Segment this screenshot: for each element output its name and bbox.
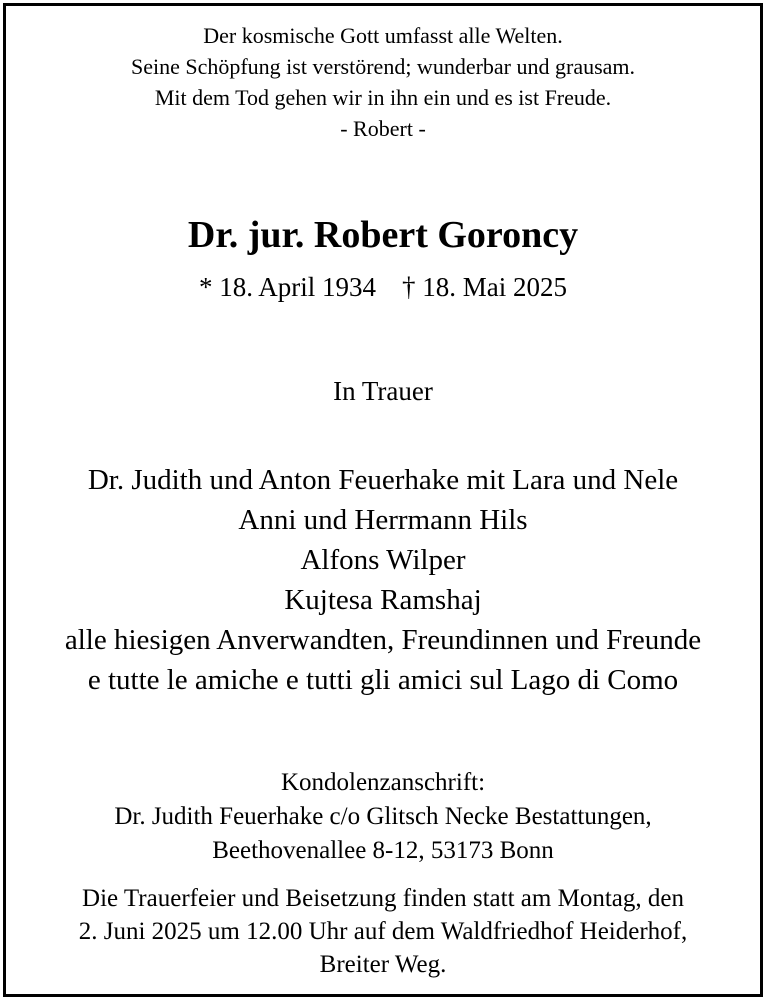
condolence-heading: Kondolenzanschrift: [280, 769, 486, 796]
funeral-service-info [0, 882, 766, 981]
life-dates [0, 270, 766, 304]
mourner-line: Dr. Judith und Anton Feuerhake mit Lara und Nele [87, 464, 679, 496]
condolence-address [0, 766, 766, 868]
death-date: † 18. Mai 2025 [402, 272, 567, 302]
service-line: Breiter Weg. [319, 951, 447, 978]
mourner-line: Alfons Wilper [300, 544, 466, 576]
motto-line: Der kosmische Gott umfasst alle Welten. [203, 23, 563, 48]
condolence-addressee: Dr. Judith Feuerhake c/o Glitsch Necke Bestattungen, [114, 803, 652, 830]
service-line: Die Trauerfeier und Beisetzung finden statt am Montag, den [82, 885, 684, 912]
motto-attribution: - Robert - [340, 116, 426, 141]
birth-date: * 18. April 1934 [198, 272, 376, 302]
mourner-line: alle hiesigen Anverwandten, Freundinnen und Freunde [64, 624, 702, 656]
deceased-name: Dr. jur. Robert Goroncy [187, 214, 579, 256]
motto-line: Mit dem Tod gehen wir in ihn ein und es ist Freude. [154, 85, 612, 110]
mourner-line: e tutte le amiche e tutti gli amici sul Lago di Como [87, 664, 679, 696]
condolence-street: Beethovenallee 8-12, 53173 Bonn [212, 837, 554, 864]
motto-line: Seine Schöpfung ist verstörend; wunderbar und grausam. [130, 54, 636, 79]
service-line: 2. Juni 2025 um 12.00 Uhr auf dem Waldfriedhof Heiderhof, [78, 918, 688, 945]
mourners-list [0, 460, 766, 700]
mourner-line: Anni und Herrmann Hils [238, 504, 528, 536]
mourner-line: Kujtesa Ramshaj [284, 584, 482, 616]
motto-quote [0, 20, 766, 144]
mourning-heading: In Trauer [333, 376, 433, 406]
